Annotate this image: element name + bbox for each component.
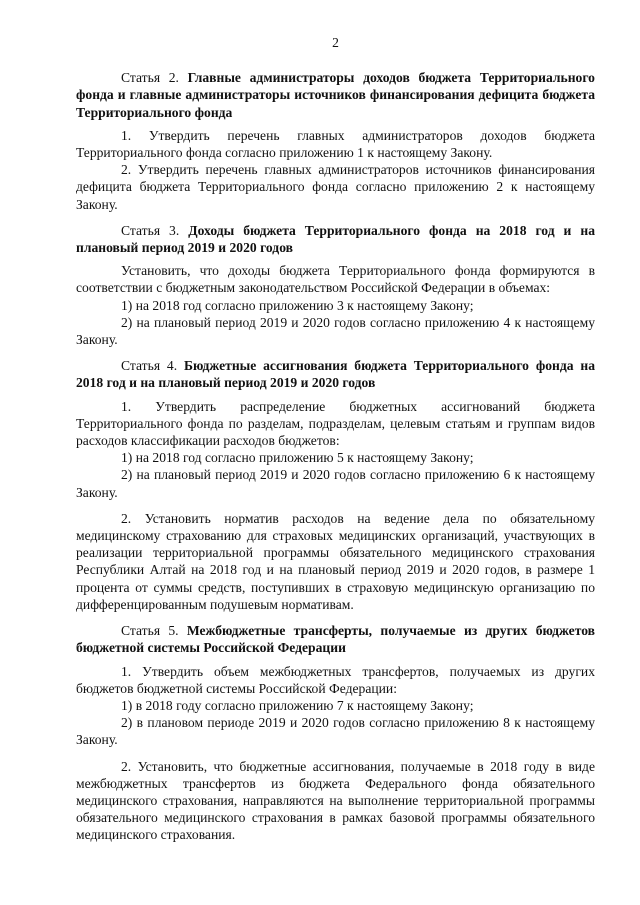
article-3: [76, 222, 595, 348]
list-item: 1) на 2018 год согласно приложению 5 к настоящему Закону;: [121, 450, 474, 466]
list-item: 2) на плановый период 2019 и 2020 годов согласно приложению 4 к настоящему Закону.: [76, 314, 595, 348]
article-heading: [76, 357, 595, 391]
article-2: [76, 69, 595, 213]
paragraph: 1. Утвердить перечень главных администраторов доходов бюджета Территориального фонда согласно приложению 1 к настоящему Закону.: [76, 127, 595, 161]
paragraph: 2. Установить норматив расходов на ведение дела по обязательному медицинскому страхованию для страховых медицинских организаций, участвующих в реализации территориальной программы обязательного медицинского страхования Республики Алтай на 2018 год и на плановый период 2019 и 2020 годов, в размере 1 процента от суммы средств, поступивших в страховую медицинскую организацию по дифференцированным подушевым нормативам.: [76, 510, 595, 612]
article-heading: [76, 222, 595, 256]
article-heading: [76, 69, 595, 121]
article-heading: [76, 622, 595, 656]
paragraph: 1. Утвердить объем межбюджетных трансфертов, получаемых из других бюджетов бюджетной системы Российской Федерации:: [76, 663, 595, 696]
article-title: Доходы бюджета Территориального фонда на 2018 год и на плановый период 2019 и 2020 годов: [76, 222, 595, 256]
article-title: Межбюджетные трансферты, получаемые из других бюджетов бюджетной системы Российской Федерации: [76, 623, 595, 656]
page-number: 2: [332, 35, 339, 50]
paragraph: 2. Утвердить перечень главных администраторов источников финансирования дефицита бюджета Территориального фонда согласно приложению 2 к настоящему Закону.: [76, 162, 595, 212]
list-item: 1) в 2018 году согласно приложению 7 к настоящему Закону;: [121, 697, 474, 713]
article-label: Статья 2.: [121, 70, 179, 86]
article-label: Статья 4.: [121, 358, 178, 374]
paragraph: 2. Установить, что бюджетные ассигнования, получаемые в 2018 году в виде межбюджетных трансфертов из бюджета Федерального фонда обязательного медицинского страхования, направляются на выполнение территориальной программы обязательного медицинского страхования в рамках базовой программы обязательного медицинского страхования.: [76, 758, 595, 843]
list-item: 2) в плановом периоде 2019 и 2020 годов согласно приложению 8 к настоящему Закону.: [76, 715, 595, 748]
article-title: Главные администраторы доходов бюджета Территориального фонда и главные администраторы источников финансирования дефицита бюджета Территориального фонда: [76, 70, 595, 120]
article-5: [76, 622, 595, 843]
article-label: Статья 3.: [121, 222, 180, 238]
article-4: [76, 357, 595, 613]
list-item: 1) на 2018 год согласно приложению 3 к настоящему Закону;: [121, 297, 474, 313]
paragraph: 1. Утвердить распределение бюджетных ассигнований бюджета Территориального фонда по разделам, подразделам, целевым статьям и группам видов расходов классификации расходов бюджетов:: [76, 398, 595, 449]
article-title: Бюджетные ассигнования бюджета Территориального фонда на 2018 год и на плановый период 2019 и 2020 годов: [76, 358, 595, 391]
list-item: 2) на плановый период 2019 и 2020 годов согласно приложению 6 к настоящему Закону.: [76, 467, 595, 500]
paragraph: Установить, что доходы бюджета Территориального фонда формируются в соответствии с бюджетным законодательством Российской Федерации в объемах:: [76, 263, 595, 296]
article-label: Статья 5.: [121, 623, 179, 639]
